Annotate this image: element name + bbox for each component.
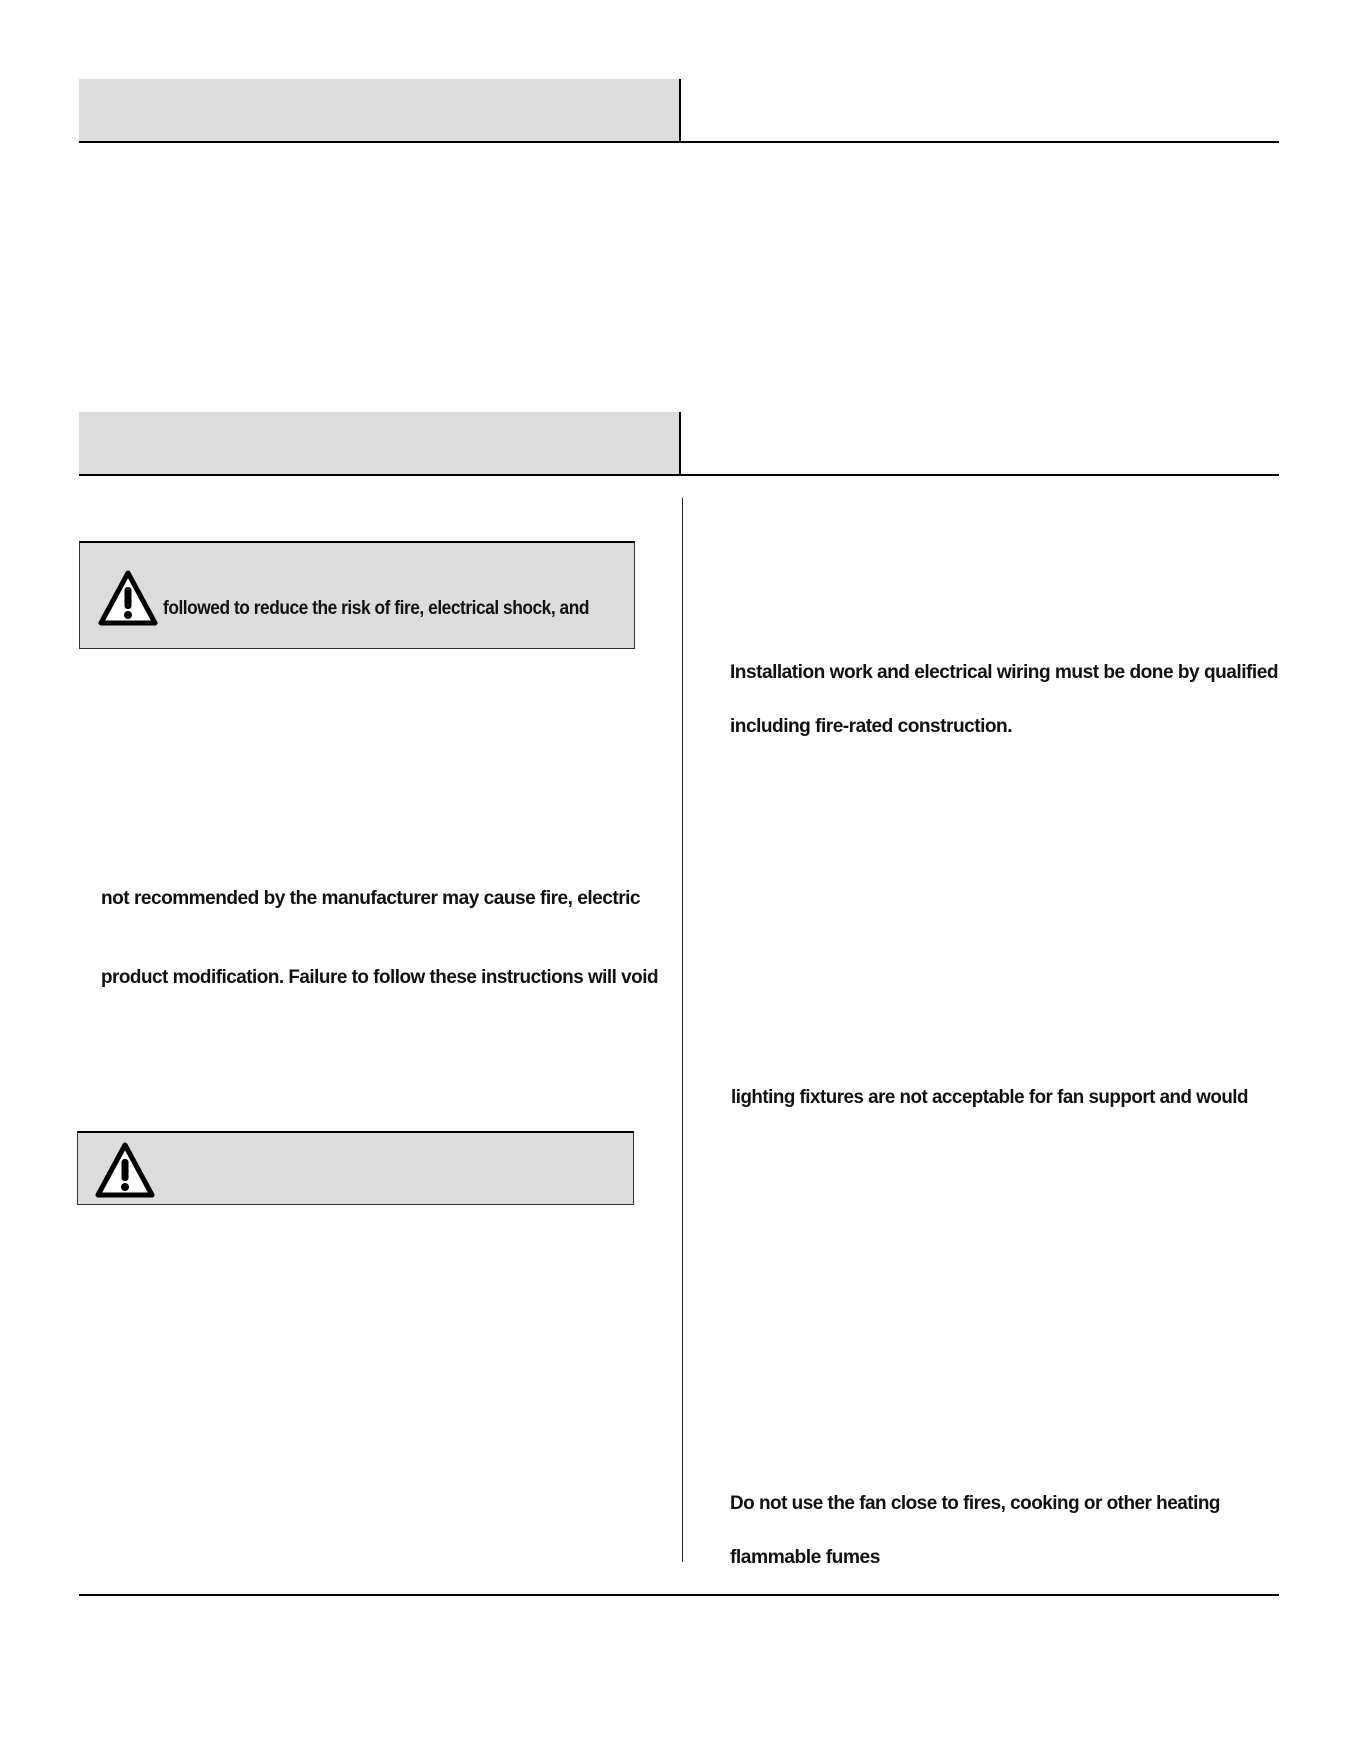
left-text-line-2: product modification. Failure to follow these instructions will void — [101, 967, 659, 988]
section-header-band-1 — [79, 79, 679, 141]
column-divider — [682, 498, 683, 1562]
warning-triangle-icon — [97, 569, 159, 627]
section-header-divider-2 — [679, 412, 681, 476]
right-text-line-2: including fire-rated construction. — [730, 716, 1013, 737]
right-text-line-4: Do not use the fan close to fires, cooking or other heating — [730, 1493, 1220, 1514]
right-text-line-5: flammable fumes — [730, 1547, 880, 1568]
section-header-band-2 — [79, 412, 679, 474]
footer-rule — [79, 1594, 1279, 1596]
warning-triangle-icon — [94, 1141, 156, 1199]
right-text-line-3: lighting fixtures are not acceptable for fan support and would — [731, 1087, 1248, 1108]
section-header-rule-2 — [79, 474, 1279, 476]
section-header-divider-1 — [679, 79, 681, 143]
warning-box-2 — [77, 1131, 634, 1205]
left-text-line-1: not recommended by the manufacturer may cause fire, electric — [101, 888, 641, 909]
warning-box-1-text: followed to reduce the risk of fire, electrical shock, and — [163, 598, 589, 619]
section-header-rule-1 — [79, 141, 1279, 143]
right-text-line-1: Installation work and electrical wiring must be done by qualified — [730, 662, 1278, 683]
warning-box-1 — [79, 541, 635, 649]
